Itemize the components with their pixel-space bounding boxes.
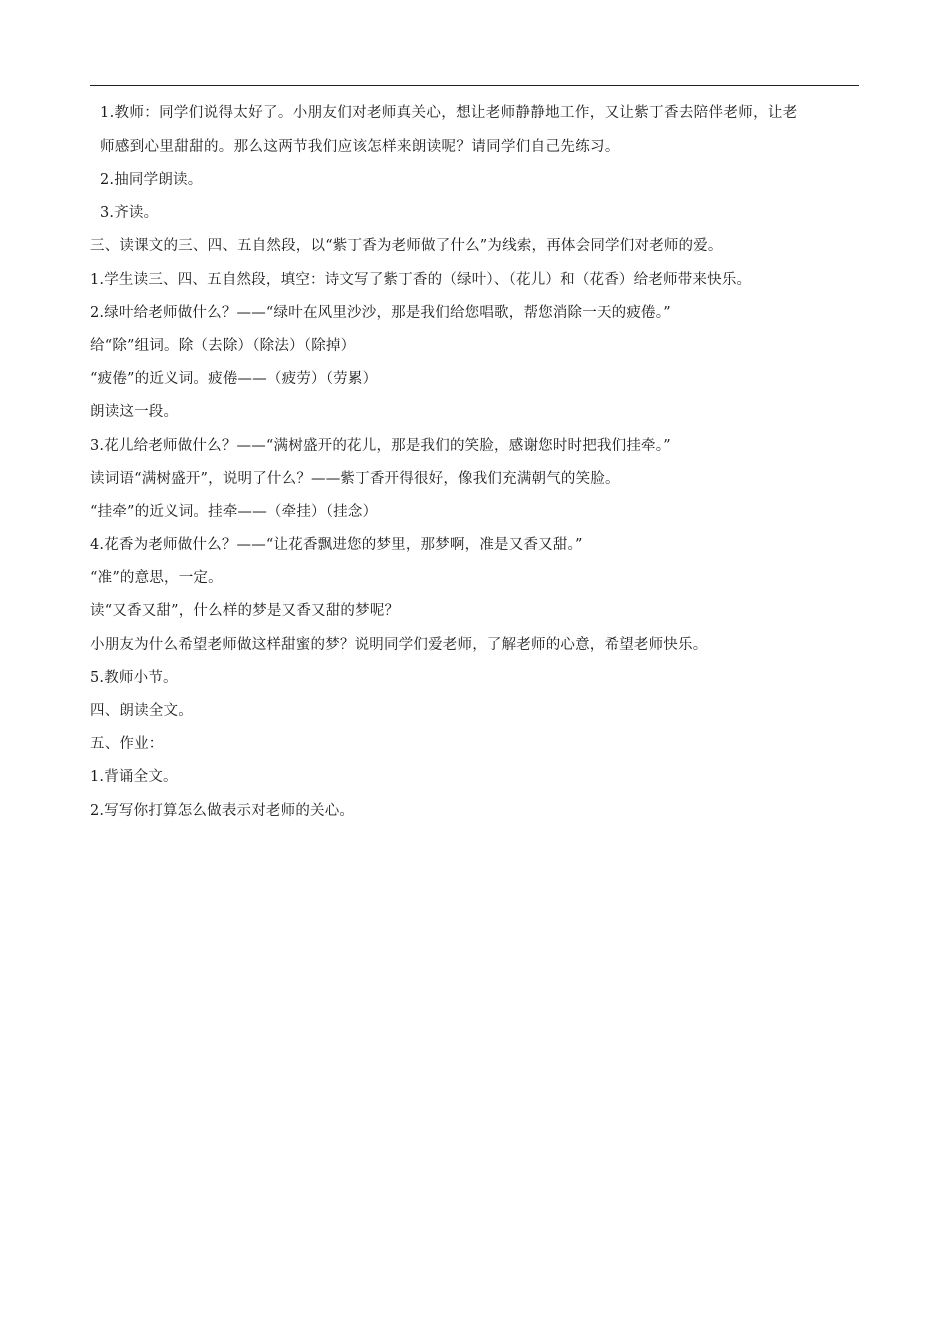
- section-heading: 三、读课文的三、四、五自然段，以“紫丁香为老师做了什么”为线索，再体会同学们对老师的爱。: [90, 238, 723, 255]
- text-line: 1.学生读三、四、五自然段，填空：诗文写了紫丁香的（绿叶）、（花儿）和（花香）给老师带来快乐。: [90, 271, 752, 288]
- text-line: 2.写写你打算怎么做表示对老师的关心。: [90, 802, 355, 819]
- text-line: 5.教师小节。: [90, 669, 178, 686]
- section-heading: 四、朗读全文。: [90, 703, 193, 719]
- text-line: 读“又香又甜”，什么样的梦是又香又甜的梦呢？: [90, 603, 400, 620]
- text-line: 给“除”组词。除（去除）（除法）（除掉）: [90, 337, 356, 354]
- header-divider: [90, 85, 859, 86]
- text-line: 1.背诵全文。: [90, 769, 178, 786]
- text-line: 小朋友为什么希望老师做这样甜蜜的梦？说明同学们爱老师，了解老师的心意，希望老师快乐。: [90, 636, 708, 653]
- text-line: 朗读这一段。: [90, 404, 179, 421]
- text-line: 3.花儿给老师做什么？——“满树盛开的花儿，那是我们的笑脸，感谢您时时把我们挂牵。”: [90, 437, 671, 454]
- text-line: 2.绿叶给老师做什么？——“绿叶在风里沙沙，那是我们给您唱歌，帮您消除一天的疲倦。”: [90, 304, 671, 321]
- text-line: “疲倦”的近义词。疲倦——（疲劳）（劳累）: [90, 371, 378, 388]
- text-line: 4.花香为老师做什么？——“让花香飘进您的梦里，那梦啊，准是又香又甜。”: [90, 537, 583, 554]
- text-line: 3.齐读。: [100, 205, 159, 222]
- intro-line-2: 师感到心里甜甜的。那么这两节我们应该怎样来朗读呢？请同学们自己先练习。: [100, 139, 620, 155]
- text-line: “挂牵”的近义词。挂牵——（牵挂）（挂念）: [90, 503, 378, 520]
- text-line: “准”的意思，一定。: [90, 570, 223, 587]
- text-line: 2.抽同学朗读。: [100, 172, 203, 188]
- document-body: [90, 96, 860, 828]
- section-heading: 五、作业：: [90, 736, 164, 753]
- text-line: 读词语“满树盛开”，说明了什么？——紫丁香开得很好，像我们充满朝气的笑脸。: [90, 470, 620, 487]
- intro-paragraph: [90, 96, 860, 164]
- intro-line-1: 1.教师：同学们说得太好了。小朋友们对老师真关心，想让老师静静地工作，又让紫丁香去陪伴老师，让老: [100, 105, 798, 121]
